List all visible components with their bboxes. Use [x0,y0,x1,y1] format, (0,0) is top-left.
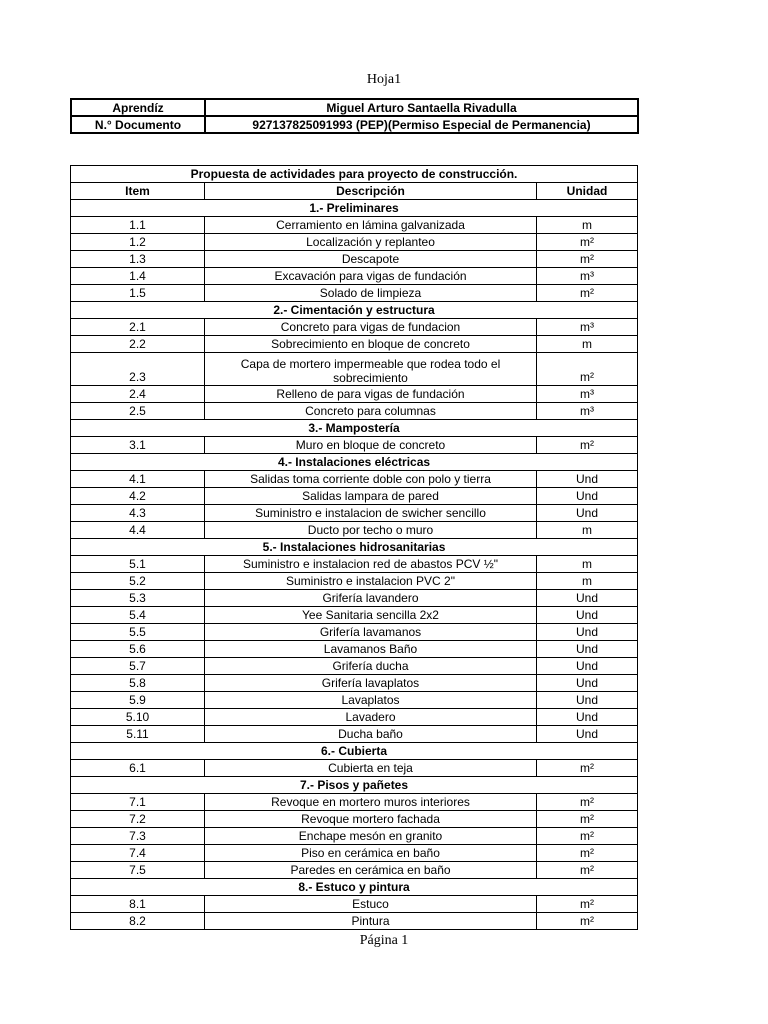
table-row [71,251,638,268]
item-number: 8.2 [71,913,205,930]
item-description: Grifería lavandero [205,590,537,607]
item-unit: m [537,336,638,353]
table-row [71,217,638,234]
item-description: Sobrecimiento en bloque de concreto [205,336,537,353]
table-row [71,336,638,353]
table-row [71,471,638,488]
section-title: 2.- Cimentación y estructura [71,302,638,319]
item-unit: Und [537,590,638,607]
table-row [71,319,638,336]
item-number: 5.3 [71,590,205,607]
item-description: Paredes en cerámica en baño [205,862,537,879]
item-number: 1.3 [71,251,205,268]
item-unit: m [537,217,638,234]
item-number: 5.4 [71,607,205,624]
table-row [71,607,638,624]
section-title: 3.- Mampostería [71,420,638,437]
item-description: Grifería lavaplatos [205,675,537,692]
table-row [71,675,638,692]
item-description: Excavación para vigas de fundación [205,268,537,285]
info-value: Miguel Arturo Santaella Rivadulla [205,99,638,116]
item-number: 6.1 [71,760,205,777]
item-description: Cubierta en teja [205,760,537,777]
item-unit: m² [537,794,638,811]
item-unit: Und [537,471,638,488]
item-unit: m² [537,811,638,828]
section-header-row [71,302,638,319]
info-label: Aprendíz [71,99,205,116]
item-unit: m² [537,913,638,930]
item-unit: m² [537,896,638,913]
table-row [71,386,638,403]
page-footer: Página 1 [359,933,409,948]
item-number: 7.3 [71,828,205,845]
table-row [71,624,638,641]
table-row [71,437,638,454]
item-unit: m² [537,285,638,302]
item-unit: Und [537,692,638,709]
item-number: 1.1 [71,217,205,234]
info-row-documento [71,116,638,133]
item-unit: m³ [537,386,638,403]
item-description: Ducha baño [205,726,537,743]
table-row [71,590,638,607]
item-description: Enchape mesón en granito [205,828,537,845]
item-number: 5.7 [71,658,205,675]
item-unit: m² [537,845,638,862]
item-description: Muro en bloque de concreto [205,437,537,454]
table-row [71,573,638,590]
item-number: 4.4 [71,522,205,539]
item-unit: m² [537,234,638,251]
table-row [71,726,638,743]
info-value: 927137825091993 (PEP)(Permiso Especial de Permanencia) [205,116,638,133]
table-row [71,913,638,930]
item-description: Capa de mortero impermeable que rodea todo el sobrecimiento [205,353,537,386]
item-number: 5.5 [71,624,205,641]
table-row [71,556,638,573]
item-description: Suministro e instalacion red de abastos PCV ½" [205,556,537,573]
section-title: 4.- Instalaciones eléctricas [71,454,638,471]
item-unit: m³ [537,403,638,420]
section-header-row [71,777,638,794]
item-description: Descapote [205,251,537,268]
item-unit: Und [537,675,638,692]
item-unit: Und [537,726,638,743]
item-unit: Und [537,624,638,641]
table-row [71,760,638,777]
section-title: 8.- Estuco y pintura [71,879,638,896]
table-row [71,505,638,522]
item-unit: Und [537,607,638,624]
item-description: Suministro e instalacion PVC 2" [205,573,537,590]
item-description: Revoque en mortero muros interiores [205,794,537,811]
item-unit: m² [537,828,638,845]
item-unit: m² [537,760,638,777]
item-number: 1.4 [71,268,205,285]
item-unit: m² [537,437,638,454]
page-header: Hoja1 [366,72,402,87]
table-row [71,709,638,726]
item-unit: m³ [537,319,638,336]
item-description: Ducto por techo o muro [205,522,537,539]
table-row [71,522,638,539]
item-number: 5.10 [71,709,205,726]
section-header-row [71,743,638,760]
item-description: Concreto para columnas [205,403,537,420]
item-number: 2.5 [71,403,205,420]
table-row [71,811,638,828]
item-number: 2.1 [71,319,205,336]
section-title: 5.- Instalaciones hidrosanitarias [71,539,638,556]
item-number: 2.2 [71,336,205,353]
column-header-unidad: Unidad [537,183,638,200]
table-row [71,828,638,845]
item-description: Yee Sanitaria sencilla 2x2 [205,607,537,624]
table-row [71,268,638,285]
section-header-row [71,454,638,471]
item-number: 8.1 [71,896,205,913]
item-number: 3.1 [71,437,205,454]
item-description: Grifería lavamanos [205,624,537,641]
item-number: 2.3 [71,353,205,386]
item-number: 4.3 [71,505,205,522]
table-row [71,353,638,386]
item-number: 5.6 [71,641,205,658]
table-row [71,641,638,658]
item-number: 4.2 [71,488,205,505]
column-header-descripcion: Descripción [205,183,537,200]
item-unit: m [537,573,638,590]
item-unit: Und [537,709,638,726]
item-description: Estuco [205,896,537,913]
item-number: 7.4 [71,845,205,862]
section-header-row [71,200,638,217]
item-number: 5.1 [71,556,205,573]
item-description: Localización y replanteo [205,234,537,251]
item-description: Grifería ducha [205,658,537,675]
table-row [71,896,638,913]
table-row [71,403,638,420]
table-row [71,658,638,675]
item-description: Concreto para vigas de fundacion [205,319,537,336]
item-unit: Und [537,488,638,505]
column-header-row [71,183,638,200]
item-number: 5.9 [71,692,205,709]
item-description: Salidas lampara de pared [205,488,537,505]
table-title: Propuesta de actividades para proyecto de construcción. [71,166,638,183]
section-title: 1.- Preliminares [71,200,638,217]
item-description: Suministro e instalacion de swicher sencillo [205,505,537,522]
info-table [70,98,639,134]
table-row [71,862,638,879]
item-number: 7.5 [71,862,205,879]
item-number: 4.1 [71,471,205,488]
table-row [71,794,638,811]
item-number: 1.2 [71,234,205,251]
item-description: Salidas toma corriente doble con polo y tierra [205,471,537,488]
item-number: 5.2 [71,573,205,590]
item-description: Pintura [205,913,537,930]
info-label: N.° Documento [71,116,205,133]
item-number: 7.2 [71,811,205,828]
table-row [71,845,638,862]
item-unit: m² [537,862,638,879]
table-row [71,692,638,709]
item-description: Lavamanos Baño [205,641,537,658]
item-unit: Und [537,641,638,658]
item-number: 5.8 [71,675,205,692]
item-description: Revoque mortero fachada [205,811,537,828]
item-description: Lavadero [205,709,537,726]
table-row [71,234,638,251]
section-header-row [71,539,638,556]
item-unit: m³ [537,268,638,285]
item-number: 2.4 [71,386,205,403]
item-number: 5.11 [71,726,205,743]
table-title-row [71,166,638,183]
item-unit: m² [537,353,638,386]
activities-table [70,165,638,930]
item-description: Cerramiento en lámina galvanizada [205,217,537,234]
info-row-aprendiz [71,99,638,116]
item-description: Relleno de para vigas de fundación [205,386,537,403]
item-description: Solado de limpieza [205,285,537,302]
item-description: Piso en cerámica en baño [205,845,537,862]
section-title: 7.- Pisos y pañetes [71,777,638,794]
table-row [71,285,638,302]
item-unit: Und [537,658,638,675]
item-unit: m [537,522,638,539]
item-unit: m² [537,251,638,268]
item-number: 7.1 [71,794,205,811]
column-header-item: Item [71,183,205,200]
section-header-row [71,879,638,896]
item-unit: m [537,556,638,573]
item-number: 1.5 [71,285,205,302]
section-title: 6.- Cubierta [71,743,638,760]
table-row [71,488,638,505]
item-description: Lavaplatos [205,692,537,709]
item-unit: Und [537,505,638,522]
section-header-row [71,420,638,437]
